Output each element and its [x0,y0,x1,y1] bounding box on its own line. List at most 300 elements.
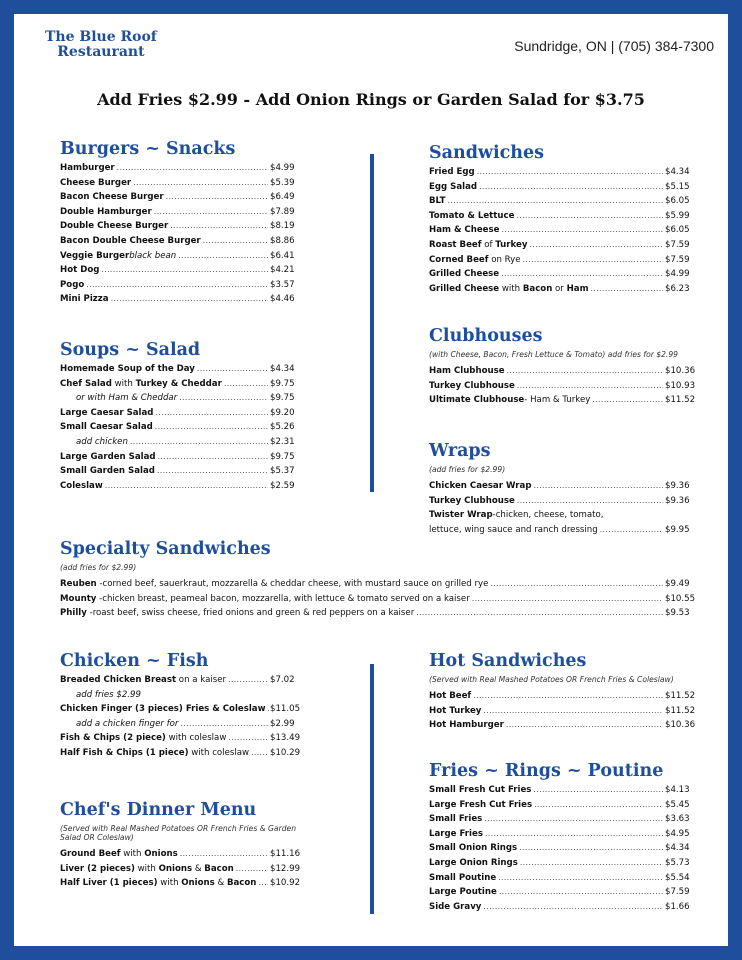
item-sub-text: add chicken [76,436,128,447]
item-name [60,748,249,758]
item-name [429,496,515,506]
item-title-part: Bacon [204,863,234,874]
item-price: $5.45 [665,799,690,810]
item-description: with [499,283,523,294]
item-name [429,269,499,279]
section-wraps [429,440,705,539]
item-name [429,800,532,810]
section-title: Hot Sandwiches [429,651,587,671]
item-price: $2.59 [270,480,295,491]
menu-item [429,366,705,381]
item-price: $6.49 [270,192,295,203]
item-title: Mounty [60,593,97,604]
item-price: $11.16 [270,849,301,859]
item-list [429,481,705,539]
item-price: $5.99 [665,210,690,221]
menu-item [60,849,310,864]
item-name [60,178,131,188]
item-price: $10.36 [665,720,696,731]
menu-item [429,225,705,240]
dot-leader [483,902,663,911]
item-list [60,163,310,309]
dot-leader [516,211,663,220]
dot-leader [133,178,268,187]
item-price: $10.55 [665,593,696,604]
item-list [429,366,705,410]
dot-leader [498,873,663,882]
item-title: Twister Wrap [429,510,493,521]
menu-item [60,452,310,467]
menu-item [429,211,705,226]
item-description: -chicken, cheese, tomato, [492,510,604,521]
item-title: Fried Egg [429,167,475,177]
item-connector: & [214,878,227,889]
menu-item [60,878,310,893]
logo-line-1: The Blue Roof [45,29,157,45]
menu-item [429,481,705,496]
dot-leader [155,422,268,431]
item-price: $5.39 [270,177,295,188]
item-name [60,733,226,743]
dot-leader [534,800,663,809]
menu-item [60,704,310,719]
item-price: $2.31 [270,436,295,447]
item-description: with [157,878,182,889]
item-price: $5.73 [665,857,690,868]
dot-leader [416,608,663,617]
item-description: with [111,378,136,389]
item-name [429,785,531,795]
menu-item [60,364,310,379]
item-title: Liver (2 pieces) [60,863,135,874]
item-name [60,481,103,491]
menu-item [60,221,310,236]
menu-item [429,510,705,525]
item-title: Turkey Clubhouse [429,495,515,506]
item-connector: or [552,283,567,294]
item-name [60,207,152,217]
item-title: Large Poutine [429,887,497,898]
item-title: Roast Beef [429,239,482,250]
item-price: $4.46 [270,294,295,305]
item-price: $11.52 [665,691,696,701]
item-description: black bean [129,250,177,261]
item-title-part: Bacon [226,878,257,889]
menu-item [429,814,705,829]
item-title: BLT [429,196,446,207]
dot-leader [600,525,663,534]
section-title: Chicken ~ Fish [60,651,209,671]
item-title: Half Liver (1 pieces) [60,878,158,889]
item-price: $11.52 [665,395,696,406]
item-title: Grilled Cheese [429,269,500,280]
item-name [60,192,164,202]
item-price: $10.93 [665,380,696,391]
menu-item [429,167,705,182]
menu-item [429,284,705,299]
menu-item [60,236,310,251]
item-description: with coleslaw [165,733,227,744]
menu-item [429,496,705,511]
section-soups-salad [60,339,310,495]
dot-leader [472,594,663,603]
item-title: Ham & Cheese [429,225,500,236]
dot-leader [180,719,268,728]
item-list [60,579,705,623]
item-name [429,211,514,221]
menu-item [429,269,705,284]
dot-leader [86,280,268,289]
restaurant-logo [45,30,157,60]
section-note: (Served with Real Mashed Potatoes OR French Fries & Garden Salad OR Coleslaw) [60,824,297,842]
item-title: Breaded Chicken Breast [60,675,177,685]
dot-leader [158,452,268,461]
dot-leader [447,196,663,205]
menu-item [60,192,310,207]
dot-leader [101,265,268,274]
menu-item [60,748,310,763]
item-description: with [134,863,159,874]
dot-leader [203,236,268,245]
menu-item [60,466,310,481]
item-list [429,785,705,916]
menu-item [429,785,705,800]
menu-item [429,395,705,410]
item-name [429,182,477,192]
dot-leader [501,269,663,278]
item-title: Veggie Burger [60,250,130,261]
item-title: Large Fresh Cut Fries [429,799,533,810]
item-price: $4.99 [270,163,295,173]
item-title: Philly [60,608,87,619]
dot-leader [236,864,268,873]
dot-leader [130,437,268,446]
menu-item [60,178,310,193]
item-title-part: Bacon [522,283,553,294]
item-name [60,221,168,231]
item-price: $7.89 [270,206,295,217]
item-title: Hot Dog [60,265,100,276]
section-title: Chef's Dinner Menu [60,800,257,820]
dot-leader [591,284,663,293]
menu-item [60,280,310,295]
menu-item [429,843,705,858]
dot-leader [224,379,268,388]
item-name [429,481,531,491]
item-title: Corned Beef [429,254,489,265]
item-price: $6.05 [665,225,690,236]
item-price: $2.99 [270,718,295,729]
dot-leader [155,408,268,417]
section-note: (add fries for $2.99) [60,563,137,572]
item-price: $4.34 [665,167,690,177]
item-name [429,691,471,701]
item-name [60,849,178,859]
dot-leader [170,221,268,230]
item-price: $10.36 [665,366,696,376]
item-title: Ultimate Clubhouse [429,395,525,406]
section-title: Specialty Sandwiches [60,539,271,559]
menu-item [60,163,310,178]
item-price: $7.59 [665,239,690,250]
menu-item [429,691,705,706]
item-title: Bacon Double Cheese Burger [60,235,201,246]
item-price: $9.36 [665,481,690,491]
menu-item [60,690,310,705]
item-connector: & [192,863,205,874]
section-title: Wraps [429,441,491,461]
dot-leader [180,849,268,858]
item-name [60,379,222,389]
item-price: $3.57 [270,279,295,290]
item-price: $6.41 [270,250,295,261]
dot-leader [592,395,663,404]
menu-item [60,608,705,623]
item-price: $9.53 [665,608,690,619]
item-title: Tomato & Lettuce [429,210,515,221]
item-price: $4.34 [270,364,295,374]
item-name [429,381,515,391]
item-name [429,887,497,897]
item-title: Small Fries [429,814,483,825]
dot-leader [529,240,663,249]
menu-item [60,207,310,222]
item-title: Ground Beef [60,849,121,859]
item-name [60,704,266,714]
dot-leader [533,785,663,794]
dot-leader [520,858,663,867]
dot-leader [251,748,268,757]
item-title: Grilled Cheese [429,283,500,294]
item-title-part: Ham [566,283,589,294]
dot-leader [258,878,268,887]
item-title: Hot Beef [429,691,472,701]
dot-leader [519,843,663,852]
item-name [429,366,505,376]
dot-leader [157,466,268,475]
item-title: Small Caesar Salad [60,422,153,433]
item-name [60,878,256,888]
section-title: Soups ~ Salad [60,340,201,360]
item-name [429,814,482,824]
section-note: (Served with Real Mashed Potatoes OR French Fries & Coleslaw) [429,675,674,684]
section-note: (with Cheese, Bacon, Fresh Lettuce & Tomato) add fries for $2.99 [429,350,678,359]
item-price: $11.52 [665,705,696,716]
dot-leader [111,294,268,303]
item-title: Half Fish & Chips (1 piece) [60,747,189,758]
item-price: $9.49 [665,579,690,589]
item-name [60,608,414,618]
menu-item [429,706,705,721]
item-title: Coleslaw [60,480,103,491]
item-price: $4.34 [665,843,690,854]
item-sub-text: or with [76,393,109,404]
menu-item [429,858,705,873]
item-description: - Ham & Turkey [524,395,591,406]
item-name [429,255,521,265]
dot-leader [533,481,663,490]
dot-leader [477,167,663,176]
item-title: Reuben [60,579,97,589]
item-name [429,858,518,868]
column-divider-top [370,154,374,492]
section-fries-rings-poutine [429,760,705,916]
menu-item [429,240,705,255]
item-name [60,364,195,374]
item-title: Small Poutine [429,872,497,883]
item-title: Side Gravy [429,901,482,912]
item-title: Pogo [60,279,85,290]
item-price: $7.02 [270,675,295,685]
section-burgers-snacks [60,138,310,309]
item-name [429,167,475,177]
menu-item [429,381,705,396]
item-title: Chicken Finger (3 pieces) Fries & Coleslaw [60,704,266,715]
item-title: Hamburger [60,163,115,173]
item-name [429,706,481,716]
item-title: Turkey Clubhouse [429,380,515,391]
item-title: Chef Salad [60,378,112,389]
item-price: $11.05 [270,704,301,715]
item-list [429,691,705,735]
item-price: $5.54 [665,872,690,883]
item-name [429,510,603,520]
item-price: $5.26 [270,422,295,433]
dot-leader [490,579,663,588]
item-name [429,196,445,206]
item-name [429,902,481,912]
item-name [429,525,598,535]
item-name [429,873,496,883]
item-description: with [120,849,145,859]
menu-item [60,379,310,394]
menu-item [429,873,705,888]
column-divider-bottom [370,664,374,914]
item-price: $12.99 [270,863,301,874]
section-title: Sandwiches [429,143,545,163]
item-title: Double Cheese Burger [60,221,169,232]
item-title-part: Ham & Cheddar [108,393,178,404]
item-description: of [481,239,496,250]
dot-leader [479,182,663,191]
item-title: Small Garden Salad [60,466,155,477]
menu-item [60,579,705,594]
menu-item [429,800,705,815]
menu-item [60,393,310,408]
section-title: Burgers ~ Snacks [60,139,236,159]
item-name [60,280,84,290]
item-title: Double Hamburger [60,206,152,217]
dot-leader [228,675,268,684]
dot-leader [523,255,663,264]
item-name [60,466,155,476]
menu-item [60,864,310,879]
menu-item [60,408,310,423]
item-price: $5.15 [665,181,690,192]
item-name [429,395,590,405]
item-sub-text: add a chicken finger for [76,718,179,729]
item-title: Large Onion Rings [429,857,518,868]
item-title: Small Onion Rings [429,843,518,854]
dot-leader [517,496,663,505]
item-list [60,364,310,495]
item-description: -roast beef, swiss cheese, fried onions and green & red peppers on a kaiser [86,608,415,619]
item-price: $10.92 [270,878,301,889]
item-price: $13.49 [270,733,301,744]
item-name [429,225,499,235]
menu-item [60,719,310,734]
item-name [429,829,483,839]
item-name [60,422,153,432]
dot-leader [117,163,268,172]
item-price: $9.75 [270,393,295,404]
section-hot-sandwiches [429,650,705,735]
item-title: Large Fries [429,828,483,839]
menu-page [14,14,728,946]
section-note: (add fries for $2.99) [429,465,506,474]
item-description: on a kaiser [176,675,227,685]
item-name [60,163,115,173]
item-title: Fish & Chips (2 piece) [60,733,166,744]
item-price: $9.36 [665,495,690,506]
item-name [60,393,177,403]
item-price: $9.20 [270,407,295,418]
item-title: Cheese Burger [60,177,132,188]
item-price: $8.86 [270,235,295,246]
item-price: $5.37 [270,466,295,477]
promo-headline: Add Fries $2.99 - Add Onion Rings or Garden Salad for $3.75 [97,90,645,109]
section-specialty-sandwiches [60,538,705,623]
item-description: -corned beef, sauerkraut, mozzarella & cheddar cheese, with mustard sauce on grilled rye [96,579,489,589]
item-price: $4.13 [665,785,690,795]
item-title: Homemade Soup of the Day [60,364,195,374]
item-title-part: Turkey [495,239,528,250]
item-name [60,236,201,246]
menu-item [429,255,705,270]
contact-info: Sundridge, ON | (705) 384-7300 [514,38,714,54]
menu-item [60,437,310,452]
item-description: with coleslaw [188,747,250,758]
item-price: $4.95 [665,828,690,839]
item-name [429,284,589,294]
section-title: Clubhouses [429,326,543,346]
section-sandwiches [429,142,705,298]
dot-leader [499,887,663,896]
item-title: Hot Hamburger [429,720,504,731]
logo-line-2: Restaurant [57,44,145,60]
menu-item [60,481,310,496]
dot-leader [228,733,268,742]
item-title-part: Onions [144,849,178,859]
menu-item [429,829,705,844]
item-title-part: Onions [158,863,193,874]
section-chefs-dinner-menu [60,799,310,893]
menu-item [429,902,705,917]
dot-leader [179,393,268,402]
item-name [60,265,99,275]
item-title: Large Garden Salad [60,451,156,462]
item-description: on Rye [488,254,521,265]
item-price: $6.05 [665,196,690,207]
item-price: $7.59 [665,254,690,265]
item-name [60,408,153,418]
menu-item [429,720,705,735]
menu-item [60,265,310,280]
menu-item [60,733,310,748]
item-title: Mini Pizza [60,294,109,305]
menu-item [60,422,310,437]
item-title: Egg Salad [429,181,478,192]
